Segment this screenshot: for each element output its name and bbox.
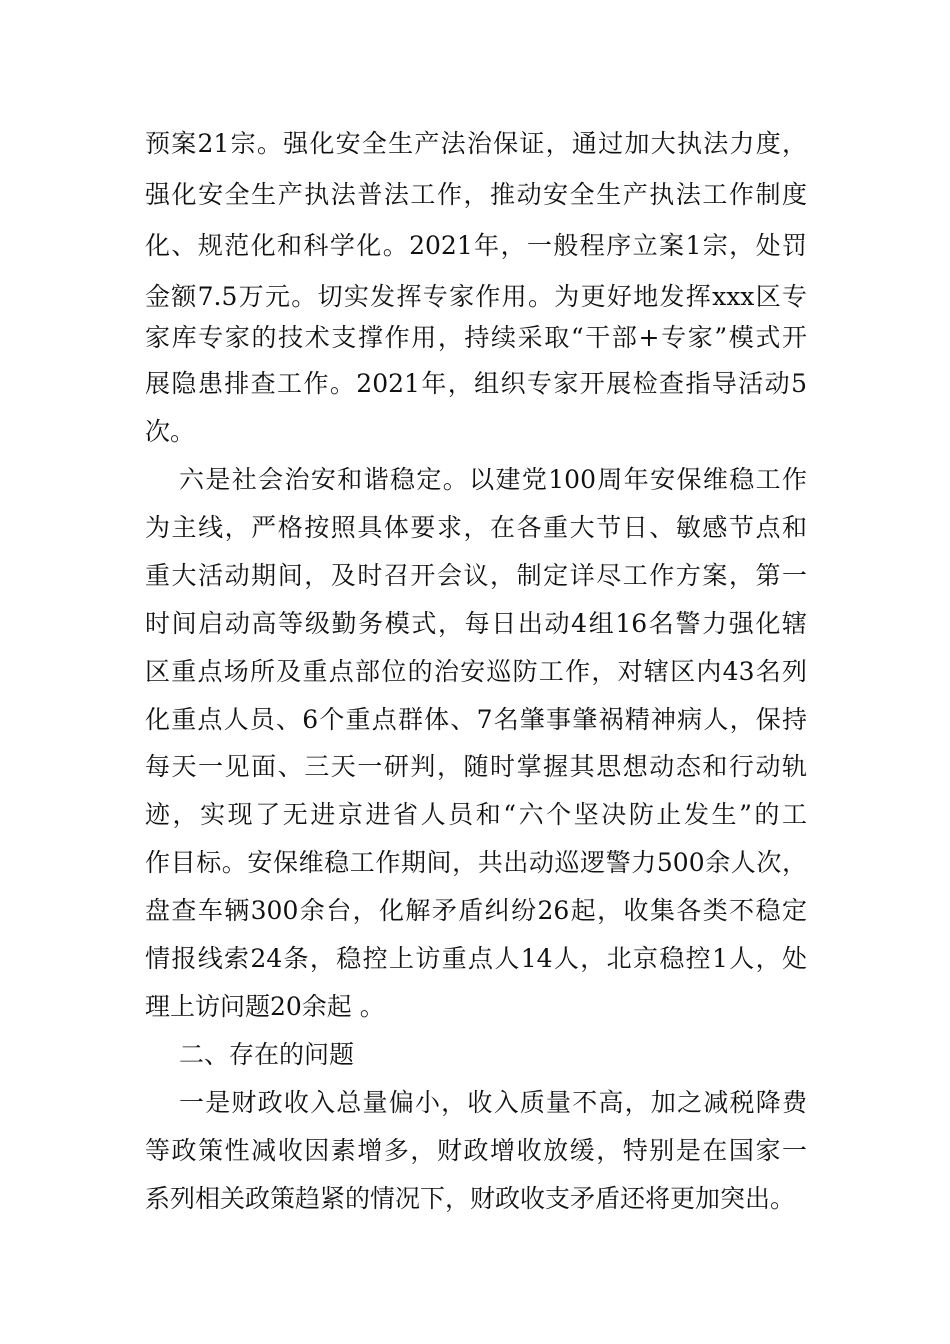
text-line: 每天一见面、三天一研判，随时掌握其思想动态和行动轨: [145, 752, 807, 781]
text-line: 金额7.5万元。切实发挥专家作用。为更好地发挥xxx区专: [145, 282, 807, 311]
text-line: 展隐患排查工作。2021年，组织专家开展检查指导活动5: [145, 369, 807, 398]
text-line: 次。: [145, 417, 196, 446]
text-line: 家库专家的技术支撑作用，持续采取“干部+专家”模式开: [145, 323, 807, 352]
text-line: 时间启动高等级勤务模式，每日出动4组16名警力强化辖: [145, 609, 807, 638]
text-line: 强化安全生产执法普法工作，推动安全生产执法工作制度: [145, 180, 807, 209]
text-line: 迹，实现了无进京进省人员和“六个坚决防止发生”的工: [145, 800, 807, 829]
text-line: 区重点场所及重点部位的治安巡防工作，对辖区内43名列: [145, 657, 807, 686]
text-line: 系列相关政策趋紧的情况下，财政收支矛盾还将更加突出。: [145, 1184, 796, 1213]
text-line: 化、规范化和科学化。2021年，一般程序立案1宗，处罚: [145, 231, 807, 260]
text-line: 情报线索24条，稳控上访重点人14人，北京稳控1人，处: [145, 944, 807, 973]
paragraph-first-line: 一是财政收入总量偏小，收入质量不高，加之减税降费: [179, 1088, 807, 1117]
text-line: 化重点人员、6个重点群体、7名肇事肇祸精神病人，保持: [145, 705, 807, 734]
text-line: 盘查车辆300余台，化解矛盾纠纷26起，收集各类不稳定: [145, 896, 807, 925]
text-line: 等政策性减收因素增多，财政增收放缓，特别是在国家一: [145, 1136, 807, 1165]
text-line: 重大活动期间，及时召开会议，制定详尽工作方案，第一: [145, 561, 807, 590]
text-line: 为主线，严格按照具体要求，在各重大节日、敏感节点和: [145, 513, 807, 542]
paragraph-first-line: 六是社会治安和谐稳定。以建党100周年安保维稳工作: [179, 465, 807, 494]
text-line: 理上访问题20余起 。: [145, 992, 385, 1021]
text-line: 预案21宗。强化安全生产法治保证，通过加大执法力度，: [145, 129, 807, 158]
section-heading: 二、存在的问题: [179, 1040, 355, 1069]
text-line: 作目标。安保维稳工作期间，共出动巡逻警力500余人次，: [145, 848, 807, 877]
